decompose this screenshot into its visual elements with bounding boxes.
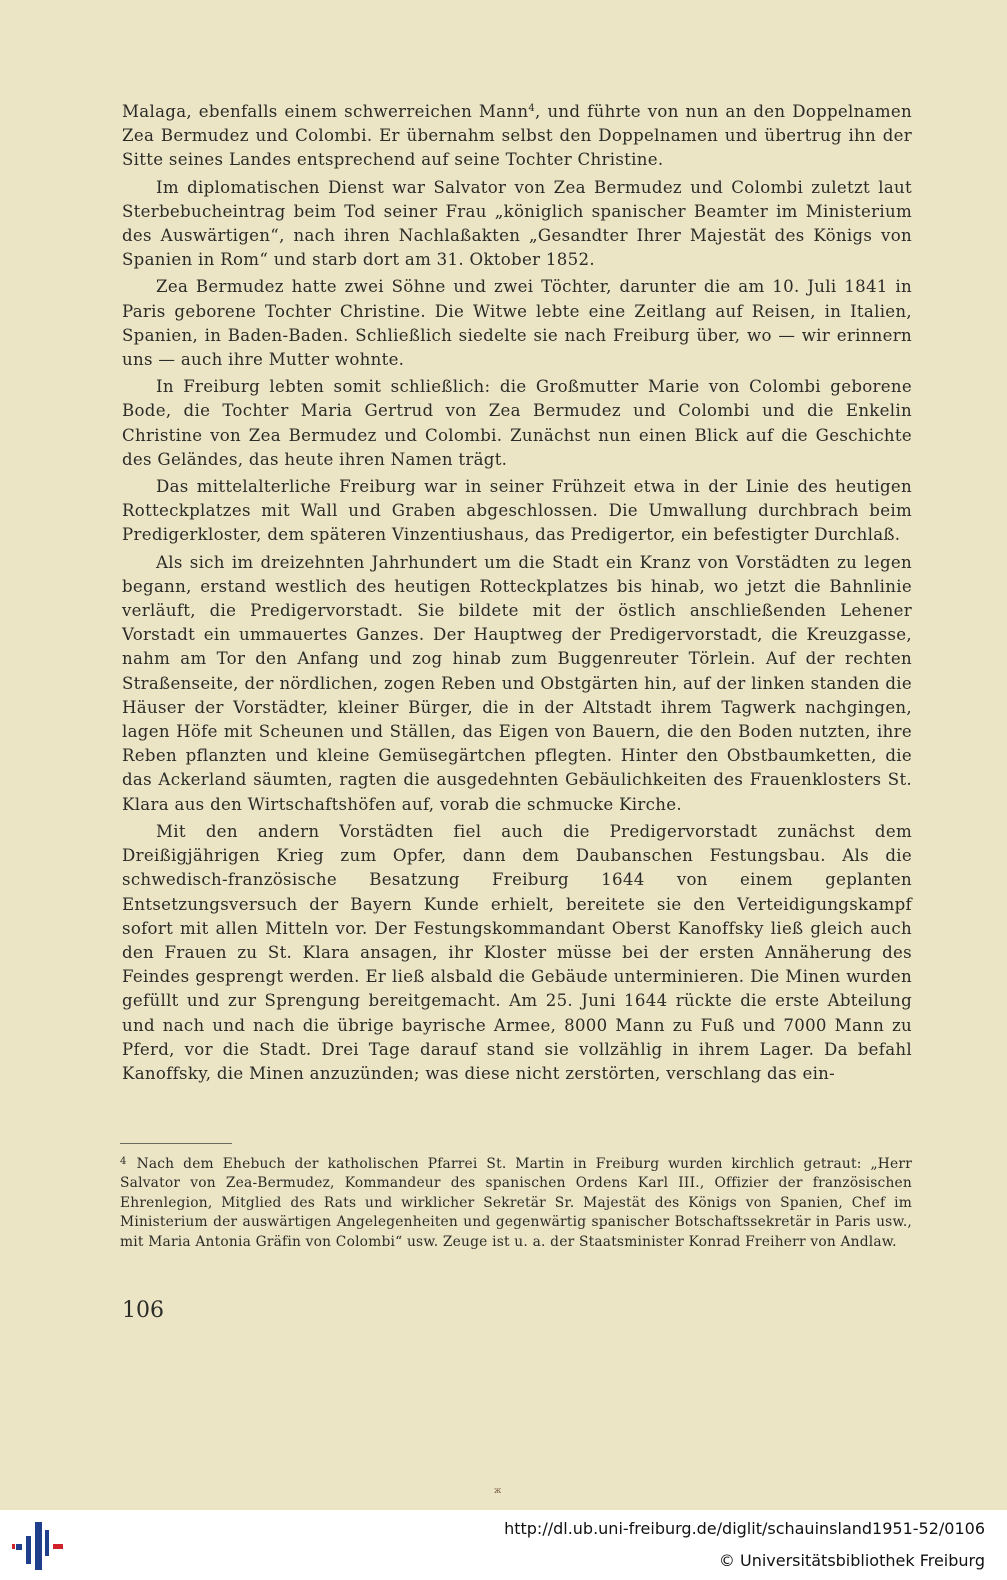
printer-mark: ж bbox=[494, 1486, 502, 1495]
paragraph: Mit den andern Vorstädten fiel auch die Predigervorstadt zunächst dem Dreißigjährigen Krieg zum Opfer, dann dem Daubanschen Festungsbau. Als die schwedisch-französische Besatzung Freiburg 1644 von einem geplanten Entsetzungsversuch der Bayern Kunde erhielt, bereitete sie den Verteidigungskampf sofort mit allen Mitteln vor. Der Festungskommandant Oberst Kanoffsky ließ gleich auch den Frauen zu St. Klara ansagen, ihr Kloster müsse bei der ersten Annäherung des Feindes gesprengt werden. Er ließ alsbald die Gebäude unterminieren. Die Minen wurden gefüllt und zur Sprengung bereitgemacht. Am 25. Juni 1644 rückte die erste Abteilung und nach und nach die übrige bayrische Armee, 8000 Mann zu Fuß und 7000 Mann zu Pferd, vor die Stadt. Drei Tage darauf stand sie vollzählig in ihrem Lager. Da befahl Kanoffsky, die Minen anzuzünden; was diese nicht zerstörten, verschlang das ein- bbox=[122, 821, 912, 1083]
copyright-text: © Universitätsbibliothek Freiburg bbox=[718, 1551, 985, 1570]
footer-bar bbox=[0, 1510, 1007, 1580]
page-url-link[interactable]: http://dl.ub.uni-freiburg.de/diglit/schauinsland1951-52/0106 bbox=[504, 1519, 985, 1538]
paragraph: In Freiburg lebten somit schließlich: die Großmutter Marie von Colombi geborene Bode, die Tochter Maria Gertrud von Zea Bermudez und Colombi und die Enkelin Christine von Zea Bermudez und Colombi. Zunächst nun einen Blick auf die Geschichte des Geländes, das heute ihren Namen trägt. bbox=[122, 377, 912, 469]
paragraph-text: Malaga, ebenfalls einem schwerreichen Mann bbox=[122, 102, 529, 121]
ub-freiburg-logo-icon[interactable] bbox=[12, 1522, 68, 1570]
paragraph: Das mittelalterliche Freiburg war in seiner Frühzeit etwa in der Linie des heutigen Rotteckplatzes mit Wall und Graben abgeschlossen. Die Umwallung durchbrach beim Predigerkloster, dem späteren Vinzentiushaus, das Predigertor, ein befestigter Durchlaß. bbox=[122, 477, 912, 545]
footnote-divider bbox=[120, 1143, 232, 1144]
page-number: 106 bbox=[122, 1298, 164, 1323]
paragraph: Als sich im dreizehnten Jahrhundert um die Stadt ein Kranz von Vorstädten zu legen begann, erstand westlich des heutigen Rotteckplatzes bis hinab, wo jetzt die Bahnlinie verläuft, die Predigervorstadt. Sie bildete mit der östlich anschließenden Lehener Vorstadt ein ummauertes Ganzes. Der Hauptweg der Predigervorstadt, die Kreuzgasse, nahm am Tor den Anfang und zog hinab zum Buggenreuter Törlein. Auf der rechten Straßenseite, der nördlichen, zogen Reben und Obstgärten hin, auf der linken standen die Häuser der Vorstädter, kleiner Bürger, die in der Altstadt ihrem Tagwerk nachgingen, lagen Höfe mit Scheunen und Ställen, das Eigen von Bauern, die den Boden nutzten, ihre Reben pflanzten und kleine Gemüsegärtchen pflegten. Hinter den Obstbaumketten, die das Ackerland säumten, ragten die ausgedehnten Gebäulichkeiten des Frauenklosters St. Klara aus den Wirtschaftshöfen auf, vorab die schmucke Kirche. bbox=[122, 552, 912, 814]
paragraph: Im diplomatischen Dienst war Salvator von Zea Bermudez und Colombi zuletzt laut Sterbebucheintrag beim Tod seiner Frau „königlich spanischer Beamter im Ministerium des Auswärtigen“, nach ihren Nachlaßakten „Gesandter Ihrer Majestät des Königs von Spanien in Rom“ und starb dort am 31. Oktober 1852. bbox=[122, 177, 912, 270]
paragraph: Zea Bermudez hatte zwei Söhne und zwei Töchter, darunter die am 10. Juli 1841 in Paris geborene Tochter Christine. Die Witwe lebte eine Zeitlang auf Reisen, in Italien, Spanien, in Baden-Baden. Schließlich siedelte sie nach Freiburg über, wo — wir erinnern uns — auch ihre Mutter wohnte. bbox=[122, 277, 912, 370]
main-text bbox=[122, 100, 912, 1089]
footnote-mark: 4 bbox=[120, 1156, 127, 1167]
footnote bbox=[120, 1152, 912, 1252]
paragraph-text: , und führte von nun an den Doppelnamen Zea Bermudez und Colombi. Er übernahm selbst den Doppelnamen und übertrug ihn der Sitte seines Landes entsprechend auf seine Tochter Christine. bbox=[122, 102, 912, 170]
footnote-text: Nach dem Ehebuch der katholischen Pfarrei St. Martin in Freiburg wurden kirchlich getraut: „Herr Salvator von Zea-Bermudez, Kommandeur des spanischen Ordens Karl III., Offizier der französischen Ehrenlegion, Mitglied des Rats und wirklicher Sekretär Sr. Majestät des Königs von Spanien, Chef im Ministerium der auswärtigen Angelegenheiten und gegenwärtig spanischer Botschaftssekretär in Paris usw., mit Maria Antonia Gräfin von Colombi“ usw. Zeuge ist u. a. der Staatsminister Konrad Freiherr von Andlaw. bbox=[120, 1156, 912, 1250]
paragraph bbox=[122, 100, 912, 173]
footnote-reference[interactable]: 4 bbox=[528, 103, 536, 114]
